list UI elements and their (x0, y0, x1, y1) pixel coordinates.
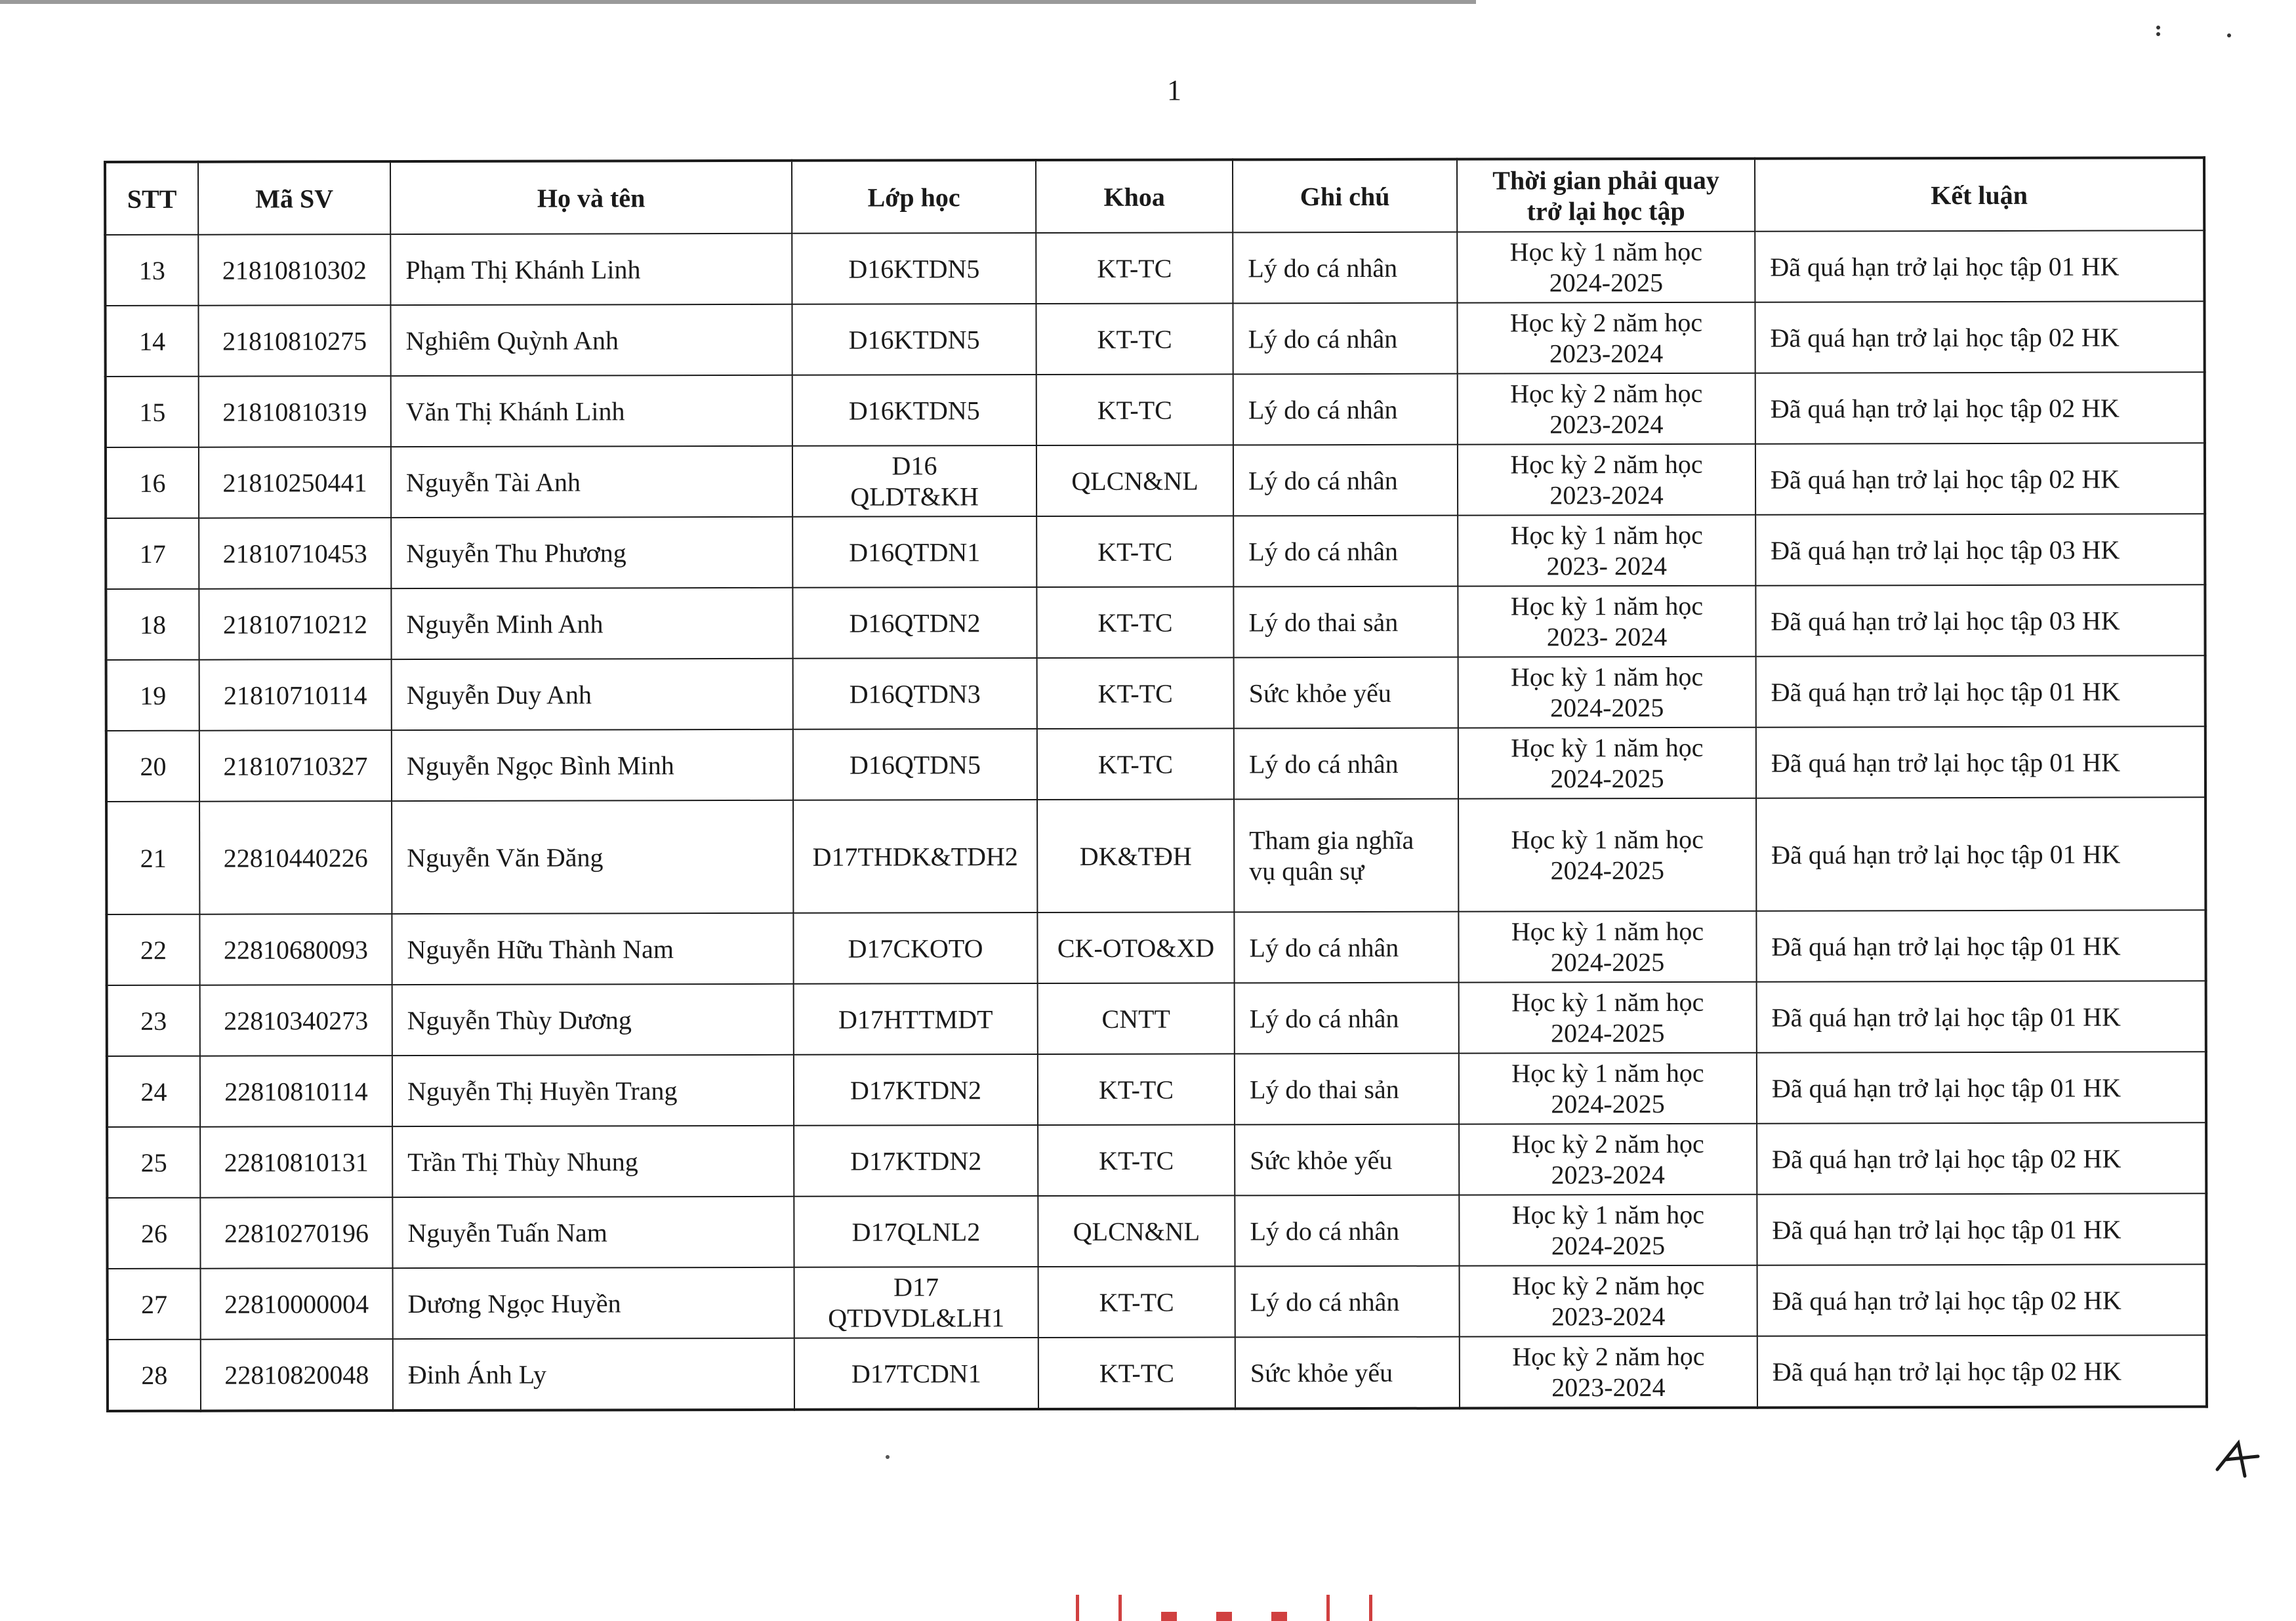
cell-note: Lý do thai sản (1235, 1054, 1459, 1125)
cell-full-name: Nguyễn Tài Anh (391, 446, 792, 518)
cell-faculty: QLCN&NL (1038, 1195, 1235, 1267)
cell-full-name: Đinh Ánh Ly (393, 1338, 794, 1410)
cell-full-name: Nguyễn Tuấn Nam (392, 1197, 794, 1268)
table-row (108, 1264, 2207, 1340)
cell-stt: 16 (106, 447, 199, 518)
cell-conclusion: Đã quá hạn trở lại học tập 03 HK (1755, 514, 2205, 585)
cell-note: Sức khỏe yếu (1234, 657, 1458, 729)
cell-class: D16KTDN5 (792, 304, 1036, 375)
table-row (106, 443, 2205, 518)
cell-note: Lý do cá nhân (1235, 983, 1459, 1054)
cell-conclusion: Đã quá hạn trở lại học tập 03 HK (1755, 585, 2205, 656)
cell-conclusion: Đã quá hạn trở lại học tập 02 HK (1755, 301, 2204, 373)
cell-student-id: 21810710327 (199, 730, 392, 802)
cell-stt: 19 (106, 660, 199, 731)
table-row (108, 1335, 2207, 1411)
cell-full-name: Trần Thị Thùy Nhung (392, 1126, 794, 1197)
cell-conclusion: Đã quá hạn trở lại học tập 01 HK (1755, 230, 2204, 302)
cell-student-id: 22810810131 (200, 1126, 392, 1198)
cell-student-id: 22810820048 (201, 1339, 393, 1411)
student-table (104, 156, 2208, 1412)
cell-stt: 14 (105, 306, 198, 377)
cell-student-id: 22810270196 (200, 1197, 392, 1269)
cell-stt: 25 (107, 1127, 200, 1198)
cell-student-id: 21810810302 (198, 234, 390, 306)
cell-conclusion: Đã quá hạn trở lại học tập 02 HK (1757, 1122, 2206, 1194)
cell-faculty: DK&TĐH (1037, 799, 1234, 913)
cell-class: D16QTDN5 (793, 729, 1037, 800)
table-row (105, 301, 2204, 377)
cell-note: Lý do cá nhân (1233, 303, 1457, 375)
cell-faculty: KT-TC (1038, 1337, 1235, 1409)
cell-class: D17KTDN2 (794, 1054, 1038, 1126)
cell-note: Lý do cá nhân (1235, 1266, 1460, 1338)
header-student-id: Mã SV (198, 161, 390, 235)
table-row (106, 514, 2205, 589)
cell-return-time: Học kỳ 1 năm học 2023- 2024 (1458, 515, 1755, 586)
cell-class: D17HTTMDT (794, 983, 1038, 1055)
cell-return-time: Học kỳ 1 năm học 2024-2025 (1458, 798, 1756, 912)
cell-class: D17 QTDVDL&LH1 (794, 1267, 1038, 1338)
cell-stt: 13 (105, 235, 198, 306)
cell-class: D16QTDN2 (792, 587, 1036, 659)
cell-faculty: CK-OTO&XD (1037, 912, 1234, 983)
cell-class: D16QTDN3 (793, 658, 1037, 729)
cell-class: D17QLNL2 (794, 1196, 1038, 1267)
cell-return-time: Học kỳ 1 năm học 2024-2025 (1459, 982, 1757, 1054)
cell-return-time: Học kỳ 1 năm học 2024-2025 (1458, 728, 1756, 799)
cell-return-time: Học kỳ 2 năm học 2023-2024 (1457, 302, 1755, 374)
cell-faculty: KT-TC (1038, 1124, 1235, 1196)
cell-return-time: Học kỳ 1 năm học 2023- 2024 (1458, 586, 1755, 657)
cell-faculty: KT-TC (1036, 303, 1233, 375)
cell-full-name: Nghiêm Quỳnh Anh (390, 304, 792, 376)
cell-class: D16KTDN5 (792, 233, 1036, 304)
cell-student-id: 21810710453 (199, 518, 391, 589)
cell-conclusion: Đã quá hạn trở lại học tập 02 HK (1757, 1264, 2207, 1336)
cell-conclusion: Đã quá hạn trở lại học tập 02 HK (1757, 1335, 2207, 1407)
table-body (105, 230, 2207, 1411)
cell-note: Lý do cá nhân (1235, 1195, 1459, 1267)
cell-conclusion: Đã quá hạn trở lại học tập 02 HK (1755, 372, 2205, 443)
cell-return-time: Học kỳ 1 năm học 2024-2025 (1459, 1195, 1757, 1266)
cell-student-id: 22810000004 (201, 1268, 393, 1340)
table-row (107, 1122, 2206, 1198)
table-row (106, 797, 2205, 914)
table-row (106, 585, 2205, 660)
cell-full-name: Nguyễn Duy Anh (392, 659, 793, 730)
cell-stt: 24 (107, 1056, 200, 1127)
table-row (105, 230, 2204, 306)
cell-faculty: KT-TC (1037, 657, 1234, 729)
cell-conclusion: Đã quá hạn trở lại học tập 01 HK (1757, 1052, 2206, 1123)
page-number: 1 (1167, 74, 1181, 106)
cell-return-time: Học kỳ 2 năm học 2023-2024 (1458, 373, 1755, 445)
cell-conclusion: Đã quá hạn trở lại học tập 01 HK (1756, 910, 2205, 981)
cell-student-id: 22810440226 (199, 801, 392, 914)
cell-student-id: 21810250441 (199, 447, 391, 518)
cell-note: Lý do cá nhân (1233, 374, 1458, 445)
cell-return-time: Học kỳ 2 năm học 2023-2024 (1460, 1336, 1757, 1408)
cell-student-id: 22810680093 (199, 914, 392, 985)
header-class: Lớp học (792, 160, 1036, 234)
cell-full-name: Nguyễn Ngọc Bình Minh (392, 729, 793, 801)
cell-conclusion: Đã quá hạn trở lại học tập 01 HK (1757, 1193, 2206, 1265)
cell-faculty: KT-TC (1036, 516, 1233, 587)
table-row (107, 981, 2206, 1056)
cell-conclusion: Đã quá hạn trở lại học tập 01 HK (1757, 981, 2206, 1052)
cell-return-time: Học kỳ 1 năm học 2024-2025 (1459, 1053, 1757, 1124)
cell-class: D17CKOTO (793, 913, 1037, 984)
header-full-name: Họ và tên (390, 161, 792, 234)
cell-conclusion: Đã quá hạn trở lại học tập 01 HK (1756, 797, 2205, 911)
cell-student-id: 21810710212 (199, 588, 391, 660)
cell-stt: 23 (107, 985, 200, 1056)
cell-class: D17KTDN2 (794, 1125, 1038, 1197)
table-row (106, 655, 2205, 731)
cell-full-name: Nguyễn Thu Phương (391, 517, 792, 588)
cell-note: Tham gia nghĩa vụ quân sự (1234, 799, 1458, 913)
cell-full-name: Nguyễn Văn Đăng (392, 800, 793, 914)
cell-note: Lý do cá nhân (1233, 516, 1458, 587)
header-note: Ghi chú (1233, 159, 1457, 233)
cell-faculty: KT-TC (1038, 1054, 1235, 1125)
scan-speck (886, 1455, 890, 1459)
cell-class: D16QTDN1 (792, 516, 1036, 588)
red-stamp-edge (1076, 1593, 1391, 1621)
cell-return-time: Học kỳ 2 năm học 2023-2024 (1458, 444, 1755, 516)
cell-return-time: Học kỳ 1 năm học 2024-2025 (1458, 911, 1756, 983)
cell-conclusion: Đã quá hạn trở lại học tập 01 HK (1756, 655, 2205, 727)
cell-student-id: 22810340273 (200, 985, 392, 1056)
cell-full-name: Nguyễn Hữu Thành Nam (392, 913, 793, 985)
cell-faculty: QLCN&NL (1036, 445, 1233, 516)
cell-full-name: Nguyễn Minh Anh (391, 588, 792, 659)
header-conclusion: Kết luận (1755, 157, 2204, 231)
cell-full-name: Dương Ngọc Huyền (393, 1267, 794, 1339)
cell-class: D17THDK&TDH2 (793, 800, 1037, 913)
cell-full-name: Nguyễn Thùy Dương (392, 984, 794, 1056)
cell-note: Lý do cá nhân (1233, 445, 1458, 516)
cell-note: Sức khỏe yếu (1235, 1124, 1459, 1196)
cell-stt: 17 (106, 518, 199, 589)
cell-full-name: Phạm Thị Khánh Linh (390, 234, 792, 305)
cell-full-name: Nguyễn Thị Huyền Trang (392, 1055, 794, 1126)
student-table-wrapper (104, 156, 2208, 1412)
cell-stt: 27 (108, 1269, 201, 1340)
cell-class: D17TCDN1 (794, 1338, 1038, 1410)
cell-student-id: 21810810319 (199, 376, 391, 447)
cell-stt: 22 (106, 914, 199, 985)
cell-note: Lý do cá nhân (1234, 728, 1458, 800)
cell-note: Lý do cá nhân (1234, 912, 1458, 983)
cell-note: Lý do cá nhân (1233, 232, 1457, 304)
cell-return-time: Học kỳ 2 năm học 2023-2024 (1460, 1265, 1757, 1337)
cell-faculty: KT-TC (1037, 728, 1234, 800)
cell-class: D16 QLDT&KH (792, 445, 1036, 517)
cell-class: D16KTDN5 (792, 375, 1036, 446)
table-row (107, 1052, 2206, 1127)
cell-student-id: 21810810275 (198, 305, 390, 377)
cell-stt: 18 (106, 589, 199, 660)
table-row (106, 372, 2205, 447)
cell-full-name: Văn Thị Khánh Linh (391, 375, 792, 447)
cell-student-id: 21810710114 (199, 659, 392, 731)
header-stt: STT (105, 162, 198, 235)
cell-conclusion: Đã quá hạn trở lại học tập 02 HK (1755, 443, 2205, 514)
cell-faculty: KT-TC (1036, 586, 1233, 658)
cell-faculty: KT-TC (1038, 1266, 1235, 1338)
cell-return-time: Học kỳ 1 năm học 2024-2025 (1458, 657, 1756, 728)
cell-stt: 26 (107, 1198, 200, 1269)
cell-faculty: CNTT (1038, 983, 1235, 1054)
table-header-row (105, 157, 2204, 235)
scan-specks (2152, 20, 2237, 39)
initials-mark (2212, 1430, 2265, 1483)
scan-top-edge (0, 0, 1476, 4)
table-row (106, 910, 2205, 985)
cell-stt: 28 (108, 1340, 201, 1411)
header-faculty: Khoa (1036, 159, 1233, 233)
cell-stt: 20 (106, 731, 199, 802)
cell-stt: 15 (106, 377, 199, 447)
cell-note: Lý do thai sản (1233, 586, 1458, 658)
cell-return-time: Học kỳ 2 năm học 2023-2024 (1459, 1124, 1757, 1195)
cell-faculty: KT-TC (1036, 374, 1233, 445)
cell-student-id: 22810810114 (200, 1056, 392, 1127)
table-row (106, 726, 2205, 802)
cell-note: Sức khỏe yếu (1235, 1337, 1460, 1409)
table-row (107, 1193, 2206, 1269)
cell-conclusion: Đã quá hạn trở lại học tập 01 HK (1756, 726, 2205, 798)
cell-faculty: KT-TC (1036, 232, 1233, 304)
cell-return-time: Học kỳ 1 năm học 2024-2025 (1457, 232, 1755, 303)
cell-stt: 21 (106, 802, 199, 914)
header-return-time: Thời gian phải quay trở lại học tập (1457, 159, 1755, 232)
